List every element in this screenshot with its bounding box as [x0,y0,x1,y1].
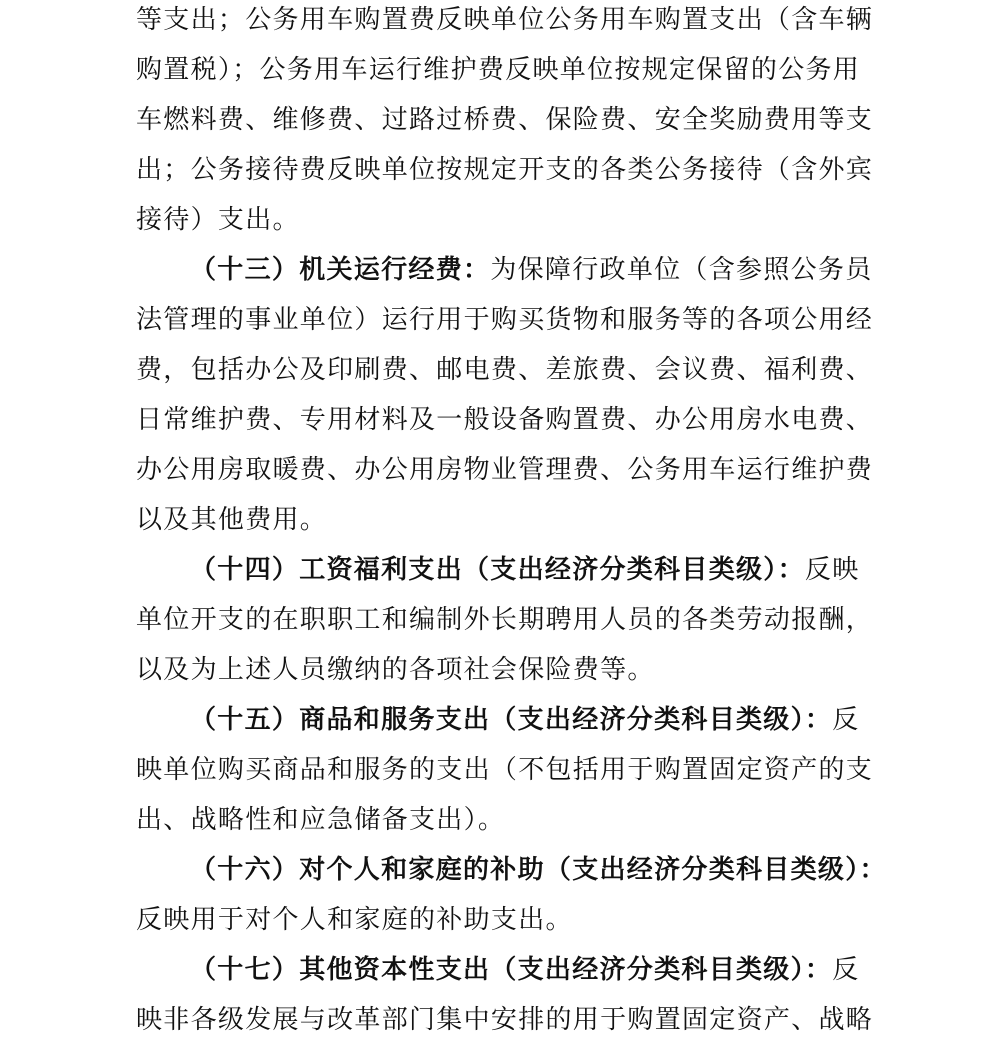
line-text: 单位开支的在职职工和编制外长期聘用人员的各类劳动报酬， [136,605,874,635]
line-text: 日常维护费、专用材料及一般设备购置费、办公用房水电费、 [136,405,874,435]
text-line [136,50,860,90]
line-text: 为保障行政单位（含参照公务员 [490,255,873,285]
line-text: 反映 [804,555,860,585]
section-heading: （十四）工资福利支出（支出经济分类科目类级）： [190,555,805,585]
text-line [136,350,873,390]
line-text: 费，包括办公及印刷费、邮电费、差旅费、会议费、福利费、 [136,355,874,385]
text-line [136,900,573,940]
text-line [136,400,873,440]
line-text: 反映用于对个人和家庭的补助支出。 [136,905,573,935]
text-line [136,300,873,340]
line-text: 等支出；公务用车购置费反映单位公务用车购置支出（含车辆 [136,5,874,35]
line-text: 映单位购买商品和服务的支出（不包括用于购置固定资产的支 [136,755,874,785]
text-line [136,800,505,840]
line-text: 出、战略性和应急储备支出）。 [136,805,506,835]
line-text: 反 [832,955,860,985]
text-line [136,200,300,240]
section-heading: （十五）商品和服务支出（支出经济分类科目类级）： [190,705,833,735]
line-text: 办公用房取暖费、办公用房物业管理费、公务用车运行维护费 [136,455,874,485]
text-line [136,600,873,640]
paragraph-first-line [190,550,860,590]
paragraph-first-line [190,700,860,740]
line-text: 以及为上述人员缴纳的各项社会保险费等。 [136,655,655,685]
paragraph-first-line [190,950,860,990]
line-text: 法管理的事业单位）运行用于购买货物和服务等的各项公用经 [136,305,874,335]
line-text: 映非各级发展与改革部门集中安排的用于购置固定资产、战略 [136,1005,874,1035]
text-line [136,0,873,40]
text-line [136,500,327,540]
text-line [136,750,873,790]
text-line [136,450,873,490]
line-text: 出；公务接待费反映单位按规定开支的各类公务接待（含外宾 [136,155,874,185]
text-line [136,1000,873,1040]
section-heading: （十七）其他资本性支出（支出经济分类科目类级）： [190,955,833,985]
paragraph-first-line [190,250,873,290]
section-heading: （十六）对个人和家庭的补助（支出经济分类科目类级）： [190,855,887,885]
section-heading: （十三）机关运行经费： [190,255,491,285]
text-line [136,650,655,690]
line-text: 以及其他费用。 [136,505,328,535]
text-line [136,150,873,190]
line-text: 购置税）；公务用车运行维护费反映单位按规定保留的公务用 [136,55,861,85]
line-text: 接待）支出。 [136,205,300,235]
text-line [136,100,873,140]
paragraph-first-line [190,850,887,890]
line-text: 车燃料费、维修费、过路过桥费、保险费、安全奖励费用等支 [136,105,874,135]
line-text: 反 [832,705,860,735]
